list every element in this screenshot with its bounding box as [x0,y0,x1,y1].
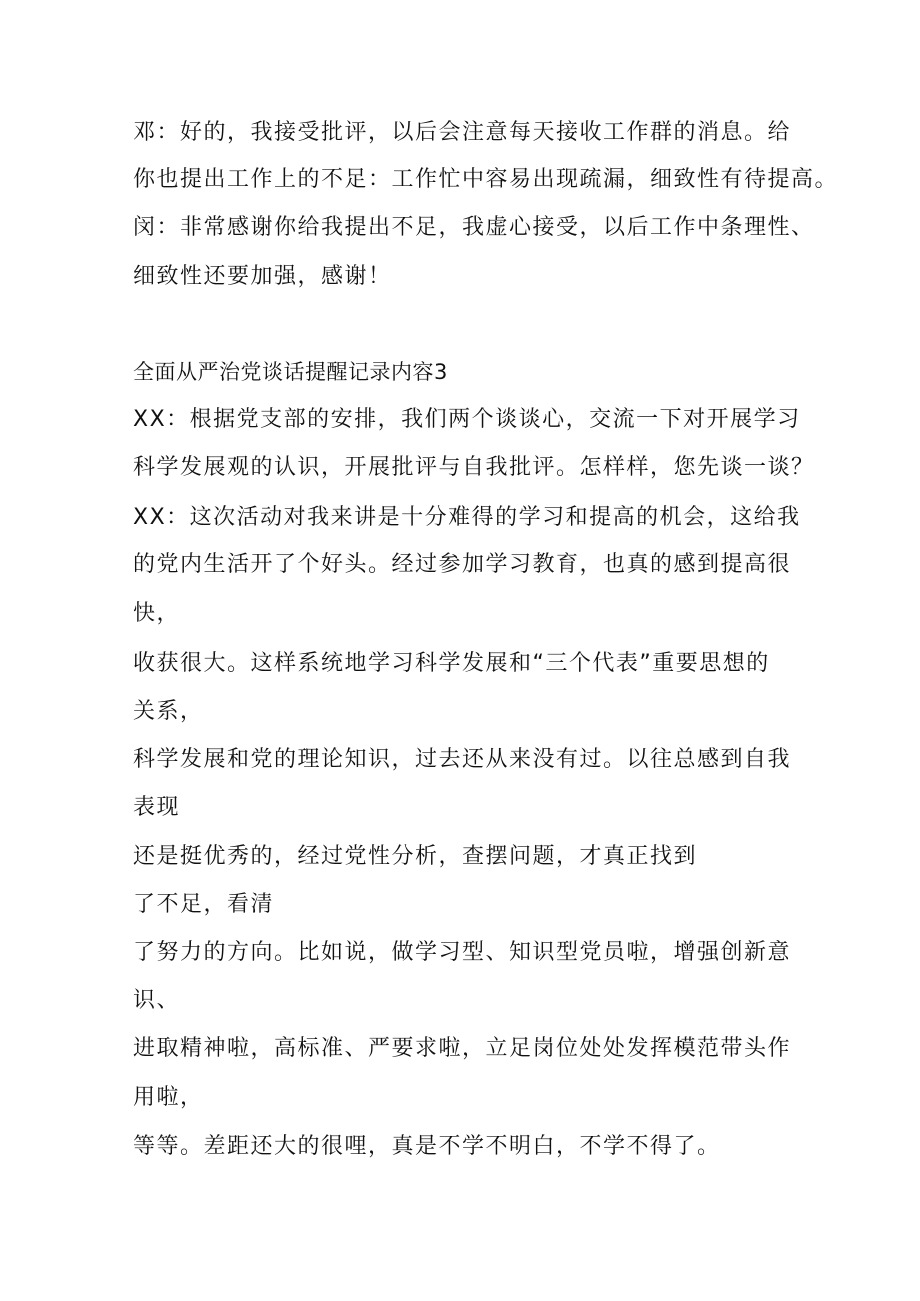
text-line: 用啦， [133,1085,204,1110]
text-line: 关系， [133,699,204,724]
text-line: 细致性还要加强，感谢！ [133,264,392,289]
text-line: 表现 [133,795,181,820]
text-line: 进取精神啦，高标准、严要求啦，立足岗位处处发挥模范带头作 [133,1036,792,1061]
text-line: 识、 [133,988,181,1013]
text-line: 快， [133,601,181,626]
text-line: 科学发展和党的理论知识，过去还从来没有过。以往总感到自我 [133,747,792,772]
text-line: XX：这次活动对我来讲是十分难得的学习和提高的机会，这给我 [133,505,801,530]
text-line: 邓：好的，我接受批评，以后会注意每天接收工作群的消息。给 [133,120,792,145]
section-title: 全面从严治党谈话提醒记录内容3 [133,360,448,384]
text-line: 科学发展观的认识，开展批评与自我批评。怎样样，您先谈一谈？ [133,455,815,480]
text-line: 收获很大。这样系统地学习科学发展和“三个代表”重要思想的 [133,651,770,676]
text-line: 还是挺优秀的，经过党性分析，查摆问题，才真正找到 [133,844,698,869]
text-line: 你也提出工作上的不足：工作忙中容易出现疏漏，细致性有待提高。 [133,167,839,192]
text-line: 了不足，看清 [133,892,275,917]
text-line: XX：根据党支部的安排，我们两个谈谈心，交流一下对开展学习 [133,407,801,432]
text-line: 闵：非常感谢你给我提出不足，我虚心接受，以后工作中条理性、 [133,215,815,240]
text-line: 了努力的方向。比如说，做学习型、知识型党员啦，增强创新意 [133,940,792,965]
text-line: 的党内生活开了个好头。经过参加学习教育，也真的感到提高很 [133,552,792,577]
text-line: 等等。差距还大的很哩，真是不学不明白，不学不得了。 [133,1134,721,1159]
